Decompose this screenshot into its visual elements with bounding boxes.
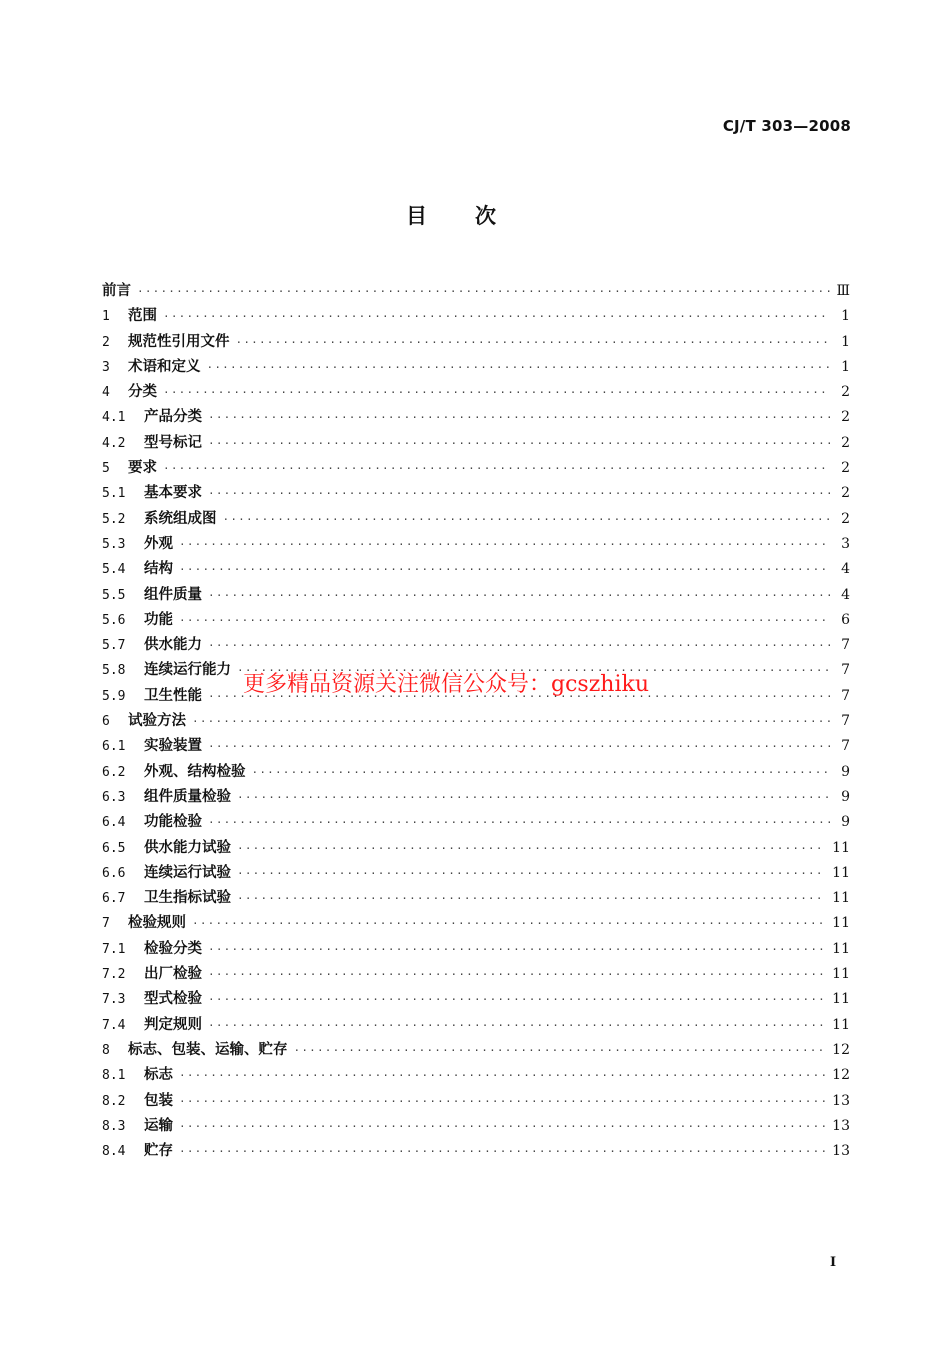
toc-entry-page: 9 [841,763,850,780]
toc-entry-label: 型式检验 [144,991,202,1008]
toc-leader-dots [237,867,826,880]
toc-entry-number: 5.4 [102,562,126,578]
toc-entry-page: 2 [841,434,850,451]
toc-leader-dots [223,513,831,526]
toc-entry[interactable] [102,1114,850,1139]
toc-entry-page: 11 [832,966,850,983]
toc-entry-page: 11 [832,991,850,1008]
toc-leader-dots [208,943,826,956]
toc-entry[interactable] [102,431,850,456]
toc-leader-dots [179,614,830,627]
toc-leader-dots [208,437,830,450]
toc-entry-page: 2 [841,485,850,502]
toc-leader-dots [192,917,826,930]
toc-entry-page: 4 [841,561,850,578]
toc-entry-page: 7 [841,637,850,654]
toc-entry[interactable] [102,962,850,987]
toc-entry[interactable] [102,1089,850,1114]
toc-entry-number: 7.1 [102,941,126,957]
toc-entry-label: 卫生性能 [144,687,202,704]
toc-entry-page: Ⅲ [836,283,850,299]
toc-entry[interactable] [102,1063,850,1088]
toc-entry-number: 5.7 [102,638,126,654]
toc-entry[interactable] [102,836,850,861]
toc-entry-number: 5 [102,461,110,477]
toc-entry-number: 7.4 [102,1017,126,1033]
toc-leader-dots [208,968,826,981]
toc-entry[interactable] [102,355,850,380]
toc-entry-number: 5.2 [102,511,126,527]
toc-entry-number: 7.2 [102,967,126,983]
toc-entry-page: 9 [841,788,850,805]
toc-entry-label: 卫生指标试验 [144,890,231,907]
toc-entry-label: 系统组成图 [144,510,217,527]
toc-leader-dots [179,1095,826,1108]
toc-entry-label: 外观 [144,535,173,552]
toc-leader-dots [163,462,830,475]
toc-entry-number: 8 [102,1042,110,1058]
toc-entry-label: 规范性引用文件 [128,333,230,350]
toc-entry-page: 7 [841,738,850,755]
toc-entry[interactable] [102,405,850,430]
toc-entry-number: 6.3 [102,789,126,805]
toc-entry-page: 11 [832,940,850,957]
toc-entry[interactable] [102,937,850,962]
toc-entry-label: 结构 [144,561,173,578]
toc-entry-page: 1 [841,333,850,350]
toc-entry-label: 检验分类 [144,940,202,957]
toc-entry-page: 1 [841,308,850,325]
page-title: 目次 [406,204,544,228]
toc-entry-page: 2 [841,409,850,426]
toc-entry[interactable] [102,1038,850,1063]
toc-entry-number: 5.6 [102,612,126,628]
toc-entry-number: 3 [102,359,110,375]
toc-entry-number: 6.2 [102,764,126,780]
toc-entry[interactable] [102,987,850,1012]
toc-entry-page: 12 [832,1067,850,1084]
toc-entry[interactable] [102,557,850,582]
toc-entry-label: 供水能力 [144,637,202,654]
toc-entry[interactable] [102,1139,850,1164]
toc-entry[interactable] [102,608,850,633]
toc-entry-label: 基本要求 [144,485,202,502]
toc-entry-page: 7 [841,713,850,730]
toc-entry-page: 11 [832,839,850,856]
toc-entry-page: 13 [832,1143,850,1160]
toc-entry-number: 7 [102,916,110,932]
toc-entry-label: 包装 [144,1092,173,1109]
toc-entry[interactable] [102,481,850,506]
toc-entry[interactable] [102,380,850,405]
toc-entry-label: 功能 [144,611,173,628]
toc-leader-dots [208,639,830,652]
toc-entry-number: 5.1 [102,486,126,502]
toc-entry-page: 11 [832,1016,850,1033]
toc-entry-label: 标志、包装、运输、贮存 [128,1041,288,1058]
toc-entry[interactable] [102,911,850,936]
toc-leader-dots [163,386,830,399]
toc-entry-number: 6.5 [102,840,126,856]
toc-entry-page: 2 [841,384,850,401]
toc-leader-dots [208,993,826,1006]
toc-entry-label: 产品分类 [144,409,202,426]
toc-entry-label: 组件质量检验 [144,788,231,805]
toc-entry-page: 2 [841,460,850,477]
toc-leader-dots [252,766,831,779]
toc-entry-label: 运输 [144,1117,173,1134]
toc-leader-dots [236,336,831,349]
toc-entry-number: 6 [102,714,110,730]
toc-leader-dots [237,892,826,905]
toc-entry-number: 8.2 [102,1093,126,1109]
toc-leader-dots [237,791,830,804]
page-folio: I [830,1255,837,1270]
toc-entry-label: 试验方法 [128,713,186,730]
toc-leader-dots [208,740,830,753]
toc-entry-page: 11 [832,915,850,932]
toc-entry[interactable] [102,1013,850,1038]
toc-entry-page: 13 [832,1092,850,1109]
toc-entry-label: 前言 [102,283,131,299]
toc-entry-number: 5.3 [102,536,126,552]
toc-entry-number: 5.8 [102,663,126,679]
toc-entry[interactable] [102,709,850,734]
toc-entry-page: 9 [841,814,850,831]
toc-leader-dots [237,842,826,855]
toc-entry[interactable] [102,734,850,759]
toc-entry-number: 4 [102,385,110,401]
toc-entry-number: 1 [102,309,110,325]
toc-entry-number: 8.4 [102,1144,126,1160]
toc-entry-page: 6 [841,611,850,628]
toc-entry-label: 实验装置 [144,738,202,755]
toc-entry-page: 3 [841,535,850,552]
toc-entry[interactable] [102,330,850,355]
toc-entry-label: 分类 [128,384,157,401]
toc-entry-page: 2 [841,510,850,527]
toc-entry-label: 判定规则 [144,1016,202,1033]
toc-entry-label: 组件质量 [144,586,202,603]
toc-entry-label: 检验规则 [128,915,186,932]
toc-leader-dots [179,538,830,551]
toc-leader-dots [137,285,830,298]
toc-entry[interactable] [102,304,850,329]
toc-entry-page: 11 [832,864,850,881]
toc-entry-page: 1 [841,358,850,375]
toc-entry-label: 功能检验 [144,814,202,831]
toc-leader-dots [179,563,830,576]
toc-entry[interactable] [102,633,850,658]
toc-leader-dots [179,1120,826,1133]
toc-entry-number: 6.6 [102,865,126,881]
toc-entry-page: 13 [832,1117,850,1134]
toc-entry[interactable] [102,583,850,608]
toc-entry-page: 11 [832,890,850,907]
toc-entry-number: 5.5 [102,587,126,603]
toc-leader-dots [294,1044,827,1057]
toc-leader-dots [179,1069,826,1082]
toc-entry-label: 连续运行试验 [144,864,231,881]
table-of-contents [102,279,850,1164]
watermark-text: 更多精品资源关注微信公众号：gcszhiku [243,672,649,697]
toc-entry-label: 术语和定义 [128,358,201,375]
toc-entry[interactable] [102,810,850,835]
toc-entry-page: 12 [832,1041,850,1058]
toc-entry-label: 供水能力试验 [144,839,231,856]
toc-entry[interactable] [102,785,850,810]
toc-entry-number: 7.3 [102,992,126,1008]
toc-entry-number: 6.1 [102,739,126,755]
toc-entry-number: 4.1 [102,410,126,426]
standard-code: CJ/T 303—2008 [722,117,851,135]
toc-entry-number: 6.7 [102,891,126,907]
toc-leader-dots [208,487,830,500]
toc-leader-dots [208,1019,826,1032]
toc-entry-label: 型号标记 [144,434,202,451]
toc-entry-label: 连续运行能力 [144,662,231,679]
toc-entry-label: 出厂检验 [144,966,202,983]
toc-leader-dots [208,589,830,602]
toc-entry-number: 5.9 [102,688,126,704]
toc-entry[interactable] [102,760,850,785]
toc-leader-dots [192,715,830,728]
toc-leader-dots [179,1145,826,1158]
toc-entry-number: 6.4 [102,815,126,831]
toc-leader-dots [208,816,830,829]
toc-entry[interactable] [102,532,850,557]
toc-entry-page: 7 [841,662,850,679]
toc-entry-number: 8.3 [102,1118,126,1134]
toc-entry-page: 7 [841,687,850,704]
toc-entry-label: 标志 [144,1067,173,1084]
toc-entry-label: 外观、结构检验 [144,763,246,780]
toc-entry-label: 范围 [128,308,157,325]
toc-entry[interactable] [102,861,850,886]
toc-entry-number: 8.1 [102,1068,126,1084]
toc-entry-label: 要求 [128,460,157,477]
toc-leader-dots [208,411,830,424]
toc-entry-number: 2 [102,334,110,350]
toc-entry[interactable] [102,886,850,911]
toc-entry[interactable] [102,507,850,532]
toc-entry-label: 贮存 [144,1143,173,1160]
toc-leader-dots [163,310,830,323]
toc-entry-page: 4 [841,586,850,603]
toc-entry[interactable] [102,456,850,481]
toc-entry-number: 4.2 [102,435,126,451]
toc-leader-dots [207,361,831,374]
toc-entry[interactable] [102,279,850,304]
